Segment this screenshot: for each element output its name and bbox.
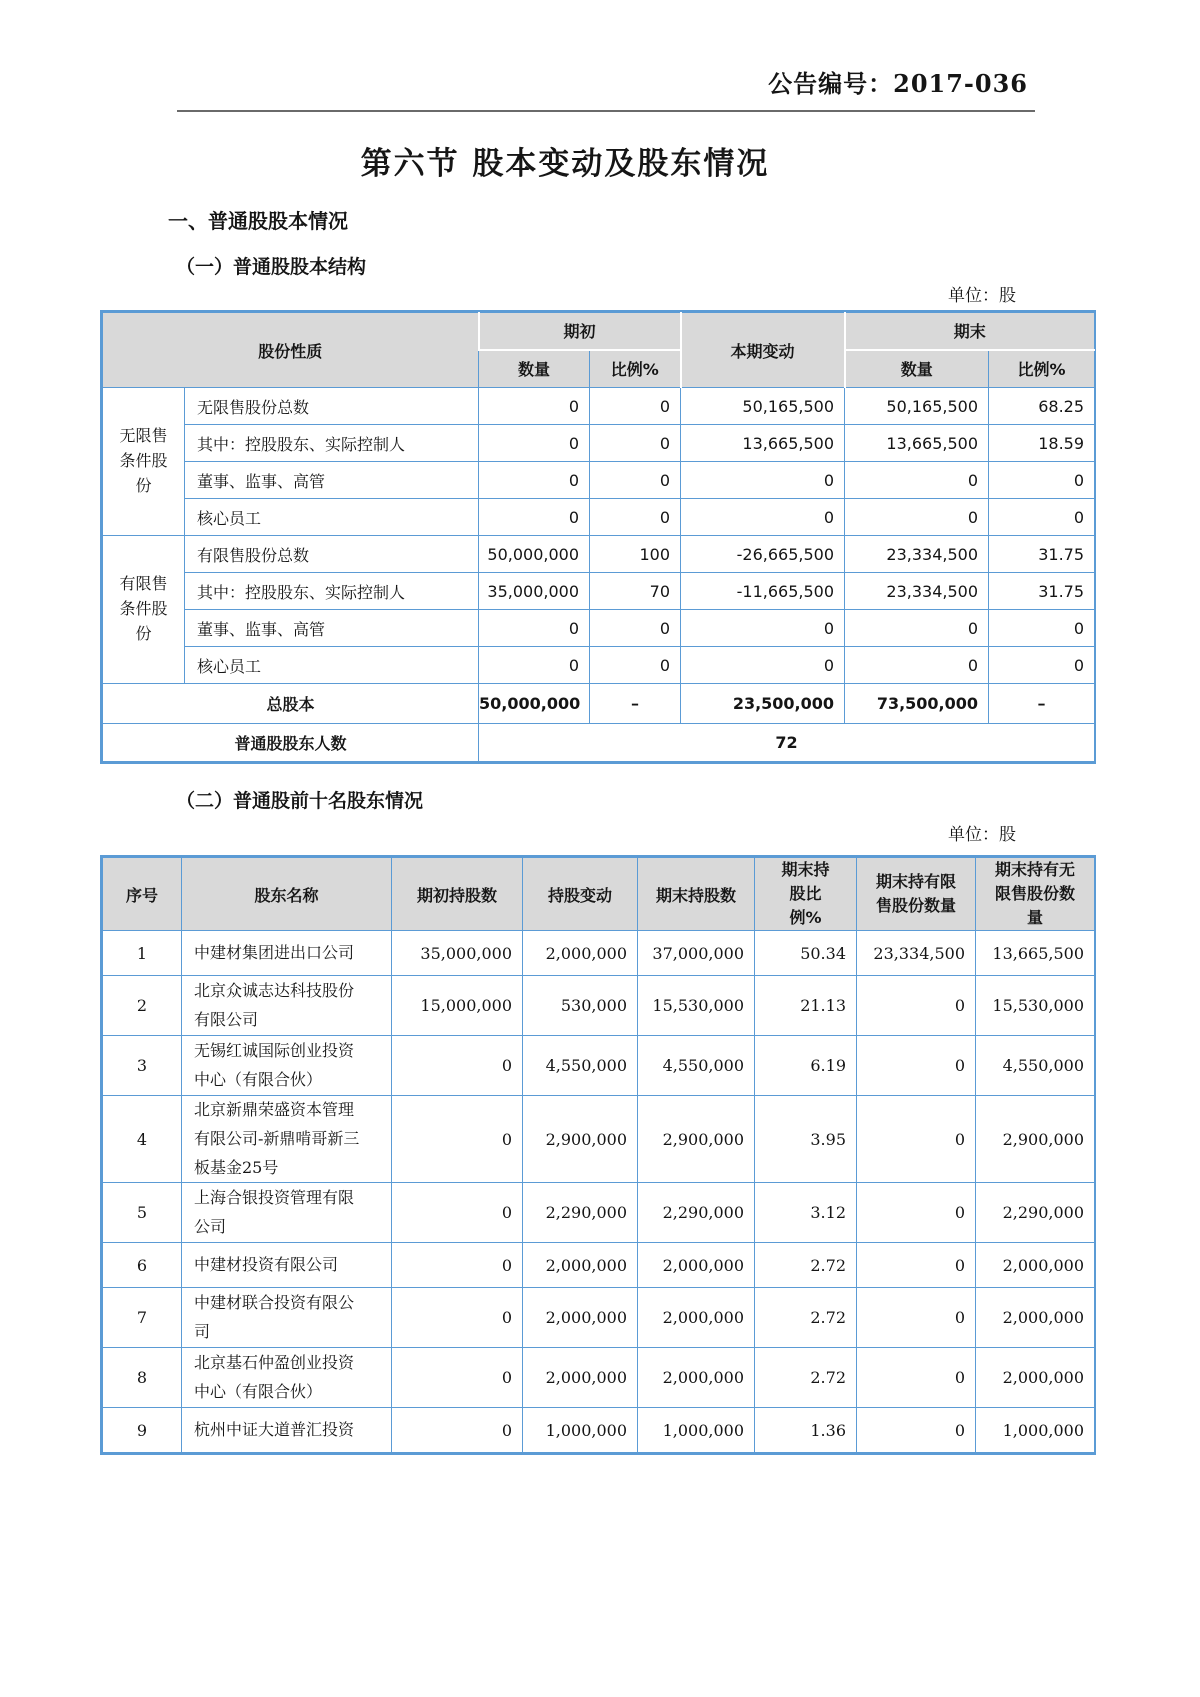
cell: 0 xyxy=(681,499,845,536)
table-row xyxy=(103,462,1095,499)
cell: 2,290,000 xyxy=(523,1183,638,1243)
cell: 2,000,000 xyxy=(638,1288,755,1348)
cell: 4,550,000 xyxy=(523,1036,638,1096)
cell: 2,900,000 xyxy=(638,1096,755,1183)
cell: 0 xyxy=(845,499,989,536)
cell: 0 xyxy=(590,499,681,536)
cell: 23,334,500 xyxy=(845,573,989,610)
col-header-begin-ratio: 比例% xyxy=(590,350,681,388)
cell: 0 xyxy=(479,610,590,647)
cell: 0 xyxy=(590,425,681,462)
cell: 23,500,000 xyxy=(681,684,845,724)
cell: 0 xyxy=(857,1096,976,1183)
col-header-restricted: 期末持有限售股份数量 xyxy=(857,858,976,931)
cell: 2.72 xyxy=(755,1243,857,1288)
holders-count: 72 xyxy=(479,724,1095,762)
cell: – xyxy=(590,684,681,724)
cell: 董事、监事、高管 xyxy=(185,462,479,499)
shareholder-row xyxy=(103,1348,1095,1408)
cell: 0 xyxy=(845,462,989,499)
unit-label-1: 单位：股 xyxy=(948,286,1016,306)
cell: 50.34 xyxy=(755,931,857,976)
col-header-end-qty: 数量 xyxy=(845,350,989,388)
cell: 4 xyxy=(103,1096,182,1183)
cell: 70 xyxy=(590,573,681,610)
cell: 3.12 xyxy=(755,1183,857,1243)
cell: 1,000,000 xyxy=(638,1408,755,1453)
cell: 2,000,000 xyxy=(638,1243,755,1288)
top-shareholders-table xyxy=(100,855,1096,1455)
shareholder-name: 北京新鼎荣盛资本管理有限公司-新鼎啃哥新三板基金25号 xyxy=(182,1096,392,1183)
total-label: 总股本 xyxy=(103,684,479,724)
table-row xyxy=(103,536,1095,573)
shareholder-row xyxy=(103,1096,1095,1183)
cell: 0 xyxy=(590,610,681,647)
shareholder-name: 北京基石仲盈创业投资中心（有限合伙） xyxy=(182,1348,392,1408)
cell: 13,665,500 xyxy=(845,425,989,462)
cell: 2,900,000 xyxy=(976,1096,1095,1183)
cell: 7 xyxy=(103,1288,182,1348)
cell: 2,000,000 xyxy=(523,931,638,976)
cell: 100 xyxy=(590,536,681,573)
cell: 50,165,500 xyxy=(845,388,989,425)
unit-label-2: 单位：股 xyxy=(948,825,1016,845)
col-header-end-ratio: 比例% xyxy=(989,350,1095,388)
cell: 73,500,000 xyxy=(845,684,989,724)
cell: 2.72 xyxy=(755,1288,857,1348)
shareholder-name: 杭州中证大道普汇投资 xyxy=(182,1408,392,1453)
cell: 21.13 xyxy=(755,976,857,1036)
cell: 15,530,000 xyxy=(638,976,755,1036)
shareholder-row xyxy=(103,1183,1095,1243)
col-header-beginning: 期初 xyxy=(479,313,681,350)
cell: -11,665,500 xyxy=(681,573,845,610)
cell: 0 xyxy=(989,610,1095,647)
col-header-change: 本期变动 xyxy=(681,313,845,388)
shareholder-name: 无锡红诚国际创业投资中心（有限合伙） xyxy=(182,1036,392,1096)
cell: 0 xyxy=(857,976,976,1036)
cell: 2 xyxy=(103,976,182,1036)
cell: 15,000,000 xyxy=(392,976,523,1036)
cell: -26,665,500 xyxy=(681,536,845,573)
cell: 0 xyxy=(989,462,1095,499)
cell: 2,000,000 xyxy=(976,1288,1095,1348)
cell: 3.95 xyxy=(755,1096,857,1183)
col-header-begin: 期初持股数 xyxy=(392,858,523,931)
subsection-heading-1: （一）普通股股本结构 xyxy=(176,256,367,278)
cell: 2,000,000 xyxy=(976,1243,1095,1288)
table-row xyxy=(103,573,1095,610)
cell: 0 xyxy=(392,1096,523,1183)
cell: 0 xyxy=(392,1348,523,1408)
cell: 6.19 xyxy=(755,1036,857,1096)
shareholder-row xyxy=(103,1036,1095,1096)
cell: 2.72 xyxy=(755,1348,857,1408)
cell: 0 xyxy=(857,1243,976,1288)
holders-row xyxy=(103,724,1095,762)
group-label-unrestricted: 无限售条件股份 xyxy=(103,388,185,536)
cell: 31.75 xyxy=(989,573,1095,610)
cell: 0 xyxy=(857,1348,976,1408)
col-header-end: 期末持股数 xyxy=(638,858,755,931)
cell: 37,000,000 xyxy=(638,931,755,976)
cell: 2,000,000 xyxy=(976,1348,1095,1408)
cell: 0 xyxy=(845,647,989,684)
cell: 2,000,000 xyxy=(523,1348,638,1408)
cell: 核心员工 xyxy=(185,499,479,536)
cell: 有限售股份总数 xyxy=(185,536,479,573)
cell: 0 xyxy=(479,462,590,499)
cell: 0 xyxy=(479,388,590,425)
cell: 无限售股份总数 xyxy=(185,388,479,425)
cell: 其中：控股股东、实际控制人 xyxy=(185,425,479,462)
cell: 2,000,000 xyxy=(638,1348,755,1408)
notice-number: 公告编号：2017-036 xyxy=(768,69,1028,98)
cell: 1,000,000 xyxy=(523,1408,638,1453)
cell: 0 xyxy=(857,1036,976,1096)
shareholder-name: 北京众诚志达科技股份有限公司 xyxy=(182,976,392,1036)
col-header-no: 序号 xyxy=(103,858,182,931)
shareholder-row xyxy=(103,1288,1095,1348)
cell: 50,000,000 xyxy=(479,684,590,724)
cell: 35,000,000 xyxy=(392,931,523,976)
table-row xyxy=(103,610,1095,647)
col-header-begin-qty: 数量 xyxy=(479,350,590,388)
table-row xyxy=(103,647,1095,684)
cell: 5 xyxy=(103,1183,182,1243)
cell: 0 xyxy=(857,1408,976,1453)
cell: 50,165,500 xyxy=(681,388,845,425)
table-row xyxy=(103,425,1095,462)
shareholder-row xyxy=(103,1243,1095,1288)
cell: 董事、监事、高管 xyxy=(185,610,479,647)
shareholder-name: 中建材集团进出口公司 xyxy=(182,931,392,976)
cell: 0 xyxy=(681,647,845,684)
cell: 1 xyxy=(103,931,182,976)
cell: – xyxy=(989,684,1095,724)
cell: 2,290,000 xyxy=(976,1183,1095,1243)
cell: 23,334,500 xyxy=(845,536,989,573)
cell: 0 xyxy=(590,388,681,425)
cell: 4,550,000 xyxy=(638,1036,755,1096)
cell: 2,290,000 xyxy=(638,1183,755,1243)
subsection-heading-2: （二）普通股前十名股东情况 xyxy=(176,790,424,812)
cell: 9 xyxy=(103,1408,182,1453)
holders-label: 普通股股东人数 xyxy=(103,724,479,762)
cell: 核心员工 xyxy=(185,647,479,684)
page-title: 第六节 股本变动及股东情况 xyxy=(360,146,770,182)
cell: 8 xyxy=(103,1348,182,1408)
section-heading-1: 一、普通股股本情况 xyxy=(168,209,348,233)
cell: 0 xyxy=(857,1288,976,1348)
cell: 0 xyxy=(392,1036,523,1096)
cell: 13,665,500 xyxy=(976,931,1095,976)
col-header-ratio: 期末持股比例% xyxy=(755,858,857,931)
cell: 0 xyxy=(989,499,1095,536)
cell: 1,000,000 xyxy=(976,1408,1095,1453)
col-header-ending: 期末 xyxy=(845,313,1095,350)
cell: 50,000,000 xyxy=(479,536,590,573)
cell: 2,000,000 xyxy=(523,1243,638,1288)
cell: 31.75 xyxy=(989,536,1095,573)
shareholder-row xyxy=(103,1408,1095,1453)
col-header-unrestricted: 期末持有无限售股份数量 xyxy=(976,858,1095,931)
cell: 0 xyxy=(392,1288,523,1348)
cell: 0 xyxy=(590,462,681,499)
cell: 0 xyxy=(681,462,845,499)
table-row xyxy=(103,499,1095,536)
total-row xyxy=(103,684,1095,724)
cell: 0 xyxy=(479,425,590,462)
shareholder-name: 中建材投资有限公司 xyxy=(182,1243,392,1288)
cell: 3 xyxy=(103,1036,182,1096)
cell: 0 xyxy=(989,647,1095,684)
cell: 18.59 xyxy=(989,425,1095,462)
cell: 0 xyxy=(479,647,590,684)
col-header-change: 持股变动 xyxy=(523,858,638,931)
cell: 其中：控股股东、实际控制人 xyxy=(185,573,479,610)
col-header-share-type: 股份性质 xyxy=(103,313,479,388)
shareholder-name: 上海合银投资管理有限公司 xyxy=(182,1183,392,1243)
cell: 23,334,500 xyxy=(857,931,976,976)
cell: 15,530,000 xyxy=(976,976,1095,1036)
cell: 0 xyxy=(479,499,590,536)
col-header-name: 股东名称 xyxy=(182,858,392,931)
cell: 0 xyxy=(392,1243,523,1288)
group-label-restricted: 有限售条件股份 xyxy=(103,536,185,684)
cell: 0 xyxy=(392,1183,523,1243)
cell: 0 xyxy=(590,647,681,684)
cell: 0 xyxy=(392,1408,523,1453)
cell: 0 xyxy=(845,610,989,647)
header-rule xyxy=(177,110,1035,112)
cell: 530,000 xyxy=(523,976,638,1036)
capital-structure-table xyxy=(100,310,1096,764)
shareholder-row xyxy=(103,976,1095,1036)
cell: 13,665,500 xyxy=(681,425,845,462)
cell: 1.36 xyxy=(755,1408,857,1453)
cell: 68.25 xyxy=(989,388,1095,425)
cell: 4,550,000 xyxy=(976,1036,1095,1096)
table-row xyxy=(103,388,1095,425)
cell: 2,000,000 xyxy=(523,1288,638,1348)
shareholder-row xyxy=(103,931,1095,976)
shareholder-name: 中建材联合投资有限公司 xyxy=(182,1288,392,1348)
cell: 0 xyxy=(681,610,845,647)
cell: 35,000,000 xyxy=(479,573,590,610)
cell: 6 xyxy=(103,1243,182,1288)
cell: 0 xyxy=(857,1183,976,1243)
cell: 2,900,000 xyxy=(523,1096,638,1183)
